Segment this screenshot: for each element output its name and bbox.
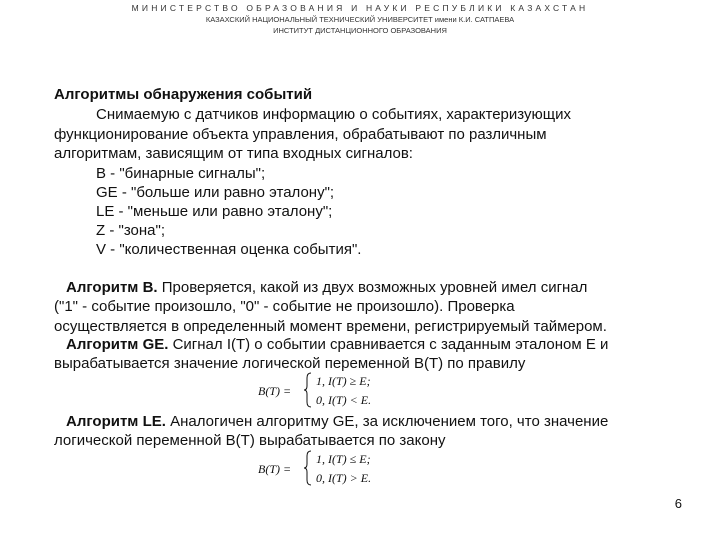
algo-le-heading: Алгоритм LE. bbox=[66, 413, 166, 430]
formula-ge bbox=[258, 372, 388, 410]
signal-type-b: B - "бинарные сигналы"; bbox=[96, 165, 266, 182]
intro-line-1: Снимаемую с датчиков информацию о событиях, характеризующих bbox=[96, 106, 571, 123]
algo-ge-line-2: вырабатывается значение логической переменной B(T) по правилу bbox=[54, 355, 526, 372]
signal-type-z: Z - "зона"; bbox=[96, 222, 165, 239]
algo-ge-line-1 bbox=[66, 336, 608, 354]
formula-le-case-1: 1, I(T) ≤ E; bbox=[316, 452, 371, 466]
algo-b-line-3: осуществляется в определенный момент времени, регистрируемый таймером. bbox=[54, 318, 607, 335]
algo-ge-heading: Алгоритм GE. bbox=[66, 336, 169, 353]
intro-line-3: алгоритмам, зависящим от типа входных сигналов: bbox=[54, 145, 413, 162]
algo-b-heading: Алгоритм B. bbox=[66, 279, 158, 296]
brace-icon bbox=[304, 450, 312, 486]
formula-ge-case-2: 0, I(T) < E. bbox=[316, 393, 372, 407]
formula-ge-case-1: 1, I(T) ≥ E; bbox=[316, 374, 371, 388]
page-title: Алгоритмы обнаружения событий bbox=[54, 86, 313, 103]
header-institute: ИНСТИТУТ ДИСТАНЦИОННОГО ОБРАЗОВАНИЯ bbox=[273, 26, 447, 35]
algo-b-line-1 bbox=[66, 279, 587, 297]
formula-le bbox=[258, 450, 388, 488]
brace-icon bbox=[304, 372, 312, 408]
algo-b-line-2: ("1" - событие произошло, "0" - событие не произошло). Проверка bbox=[54, 298, 515, 315]
header-university: КАЗАХСКИЙ НАЦИОНАЛЬНЫЙ ТЕХНИЧЕСКИЙ УНИВЕРСИТЕТ имени К.И. САТПАЕВА bbox=[205, 15, 515, 24]
header-ministry: МИНИСТЕРСТВО ОБРАЗОВАНИЯ И НАУКИ РЕСПУБЛИКИ КАЗАХСТАН bbox=[131, 3, 589, 13]
formula-ge-lhs: B(T) = bbox=[258, 384, 292, 398]
algo-b-text: Проверяется, какой из двух возможных уровней имел сигнал bbox=[157, 279, 588, 296]
algo-le-line-2: логической переменной B(T) вырабатывается по закону bbox=[54, 432, 446, 449]
signal-type-v: V - "количественная оценка события". bbox=[96, 241, 362, 258]
intro-line-2: функционирование объекта управления, обрабатывают по различным bbox=[54, 126, 547, 143]
page-number: 6 bbox=[674, 496, 682, 511]
signal-type-ge: GE - "больше или равно эталону"; bbox=[96, 184, 335, 201]
signal-type-le: LE - "меньше или равно эталону"; bbox=[96, 203, 333, 220]
algo-le-text: Аналогичен алгоритму GE, за исключением того, что значение bbox=[165, 413, 609, 430]
formula-le-lhs: B(T) = bbox=[258, 462, 292, 476]
algo-ge-text: Сигнал I(T) о событии сравнивается с заданным эталоном E и bbox=[168, 336, 609, 353]
algo-le-line-1 bbox=[66, 413, 608, 431]
formula-le-case-2: 0, I(T) > E. bbox=[316, 471, 372, 485]
